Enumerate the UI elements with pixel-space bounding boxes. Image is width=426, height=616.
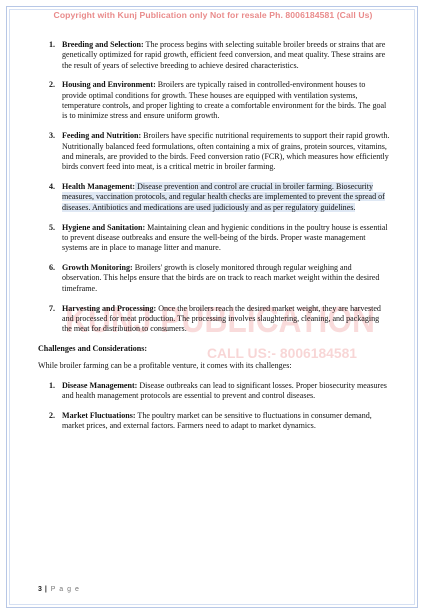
item-number: 4. [49,182,56,192]
footer-separator: | [44,586,48,593]
page-footer [38,586,80,593]
item-text: Broilers are typically raised in controlled-environment houses to provide optimal conditions for growth. These houses are equipped with ventilation systems, temperature controls, and proper lighting to create a comfortable environment for the birds. The goal is to minimize stress and ensure uniform growth. [62,80,387,121]
page-label: P a g e [50,586,80,593]
item-text: Broilers have specific nutritional requirements to support their rapid growth. Nutritionally balanced feed formulations, often containing a mix of grains, protein sources, vitamins, and minerals, are provided to the birds. Feed conversion ratio (FCR), which measures how efficiently birds convert feed into meat, is a critical metric in broiler farming. [62,131,390,172]
watermark-brand: KUNJ PUBLICATION [65,299,375,340]
item-text: Disease outbreaks can lead to significant losses. Proper biosecurity measures and health management protocols are essential to prevent and control diseases. [62,380,387,400]
copyright-header: Copyright with Kunj Publication only Not for resale Ph. 8006184581 (Call Us) [53,10,373,20]
item-text: The poultry market can be sensitive to fluctuations in consumer demand, market prices, and external factors. Farmers need to adapt to market dynamics. [62,410,372,431]
list-item [36,131,390,172]
item-text: Maintaining clean and hygienic conditions in the poultry house is essential to prevent disease outbreaks and ensure the well-being of the birds. Proper waste management systems are in place to manage litter and manure. [62,222,388,253]
item-number: 2. [49,410,56,420]
section-heading: Challenges and Considerations: [38,343,148,353]
item-number: 1. [49,40,56,49]
list-item [36,80,390,121]
item-number: 5. [49,222,56,232]
item-title: Health Management: [62,182,136,192]
item-text: Once the broilers reach the desired market weight, they are harvested and processed for meat production. The processing involves slaughtering, cleaning, and packaging the meat for distribution to consumers. [62,303,381,334]
page-number: 3 [38,586,42,593]
item-number: 1. [49,380,56,390]
item-number: 7. [49,303,56,313]
list-item [36,182,390,213]
item-title: Harvesting and Processing: [62,303,157,313]
item-title: Growth Monitoring: [62,263,133,273]
item-title: Housing and Environment: [62,80,156,90]
item-number: 6. [49,263,56,273]
list-item [36,411,390,432]
section-intro: While broiler farming can be a profitable venture, it comes with its challenges: [38,361,292,371]
list-item [36,381,390,402]
item-text: Disease prevention and control are crucial in broiler farming. Biosecurity measures, vaccination protocols, and regular health checks are implemented to prevent the spread of diseases. Antibiotics and medications are used judiciously and as per regulatory guidelines. [62,182,385,212]
item-title: Feeding and Nutrition: [62,131,142,141]
process-list [36,40,390,334]
watermark-call: CALL US:- 8006184581 [207,345,358,361]
document-body [36,40,390,441]
list-item [36,40,390,71]
challenges-list [36,381,390,432]
item-text: Broilers' growth is closely monitored through regular weighing and observation. This helps ensure that the birds are on track to reach market weight within the desired timeframe. [62,263,380,293]
list-item [36,263,390,294]
item-number: 3. [49,131,56,141]
item-number: 2. [49,80,56,90]
item-text: The process begins with selecting suitable broiler breeds or strains that are genetically optimized for rapid growth, efficient feed conversion, and meat quality. These strains are the result of years of selective breeding to achieve desired characteristics. [62,40,386,70]
list-item [36,223,390,254]
list-item [36,304,390,335]
item-title: Market Fluctuations: [62,410,136,420]
item-title: Disease Management: [62,380,138,390]
item-title: Hygiene and Sanitation: [62,222,146,232]
item-title: Breeding and Selection: [62,40,144,49]
